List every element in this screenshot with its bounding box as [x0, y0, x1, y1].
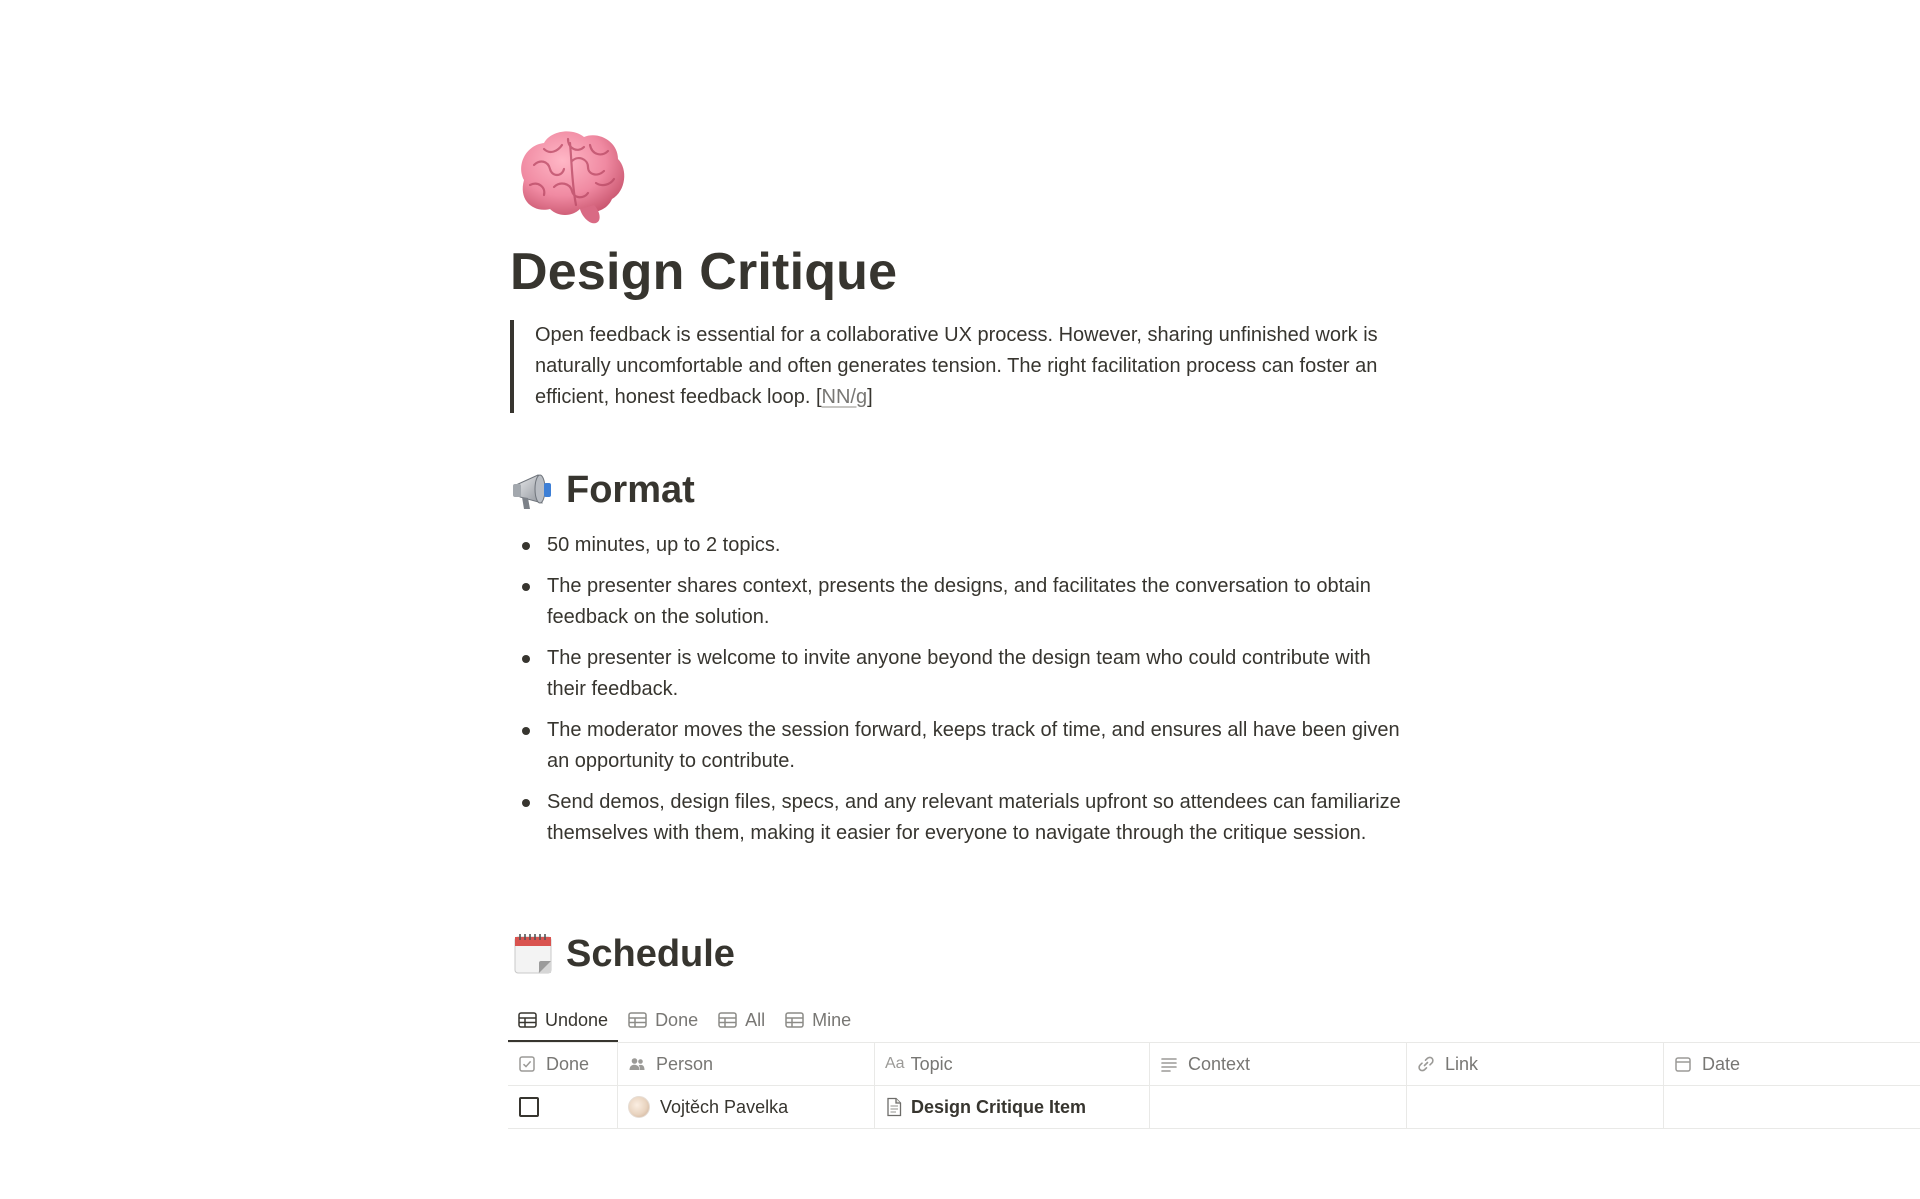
- done-checkbox[interactable]: [519, 1097, 539, 1117]
- list-item: [510, 643, 1410, 705]
- quote-suffix: ]: [867, 386, 873, 408]
- link-property-icon: [1417, 1055, 1435, 1073]
- column-label: Person: [656, 1053, 714, 1074]
- column-header-context[interactable]: [1150, 1043, 1407, 1085]
- date-property-icon: [1674, 1055, 1692, 1073]
- page-title[interactable]: Design Critique: [510, 243, 898, 301]
- person-name: Vojtěch Pavelka: [660, 1096, 789, 1117]
- bullet-dot: [522, 655, 530, 663]
- column-label: Context: [1188, 1053, 1251, 1074]
- column-header-done[interactable]: [508, 1043, 618, 1085]
- list-item: [510, 787, 1410, 849]
- column-header-date[interactable]: [1664, 1043, 1920, 1085]
- avatar: [628, 1096, 650, 1118]
- table-header-row: [508, 1043, 1920, 1086]
- tab-label: Mine: [812, 1009, 852, 1030]
- table-icon: [518, 1012, 537, 1028]
- format-bullet-list: [510, 530, 1410, 859]
- column-label: Topic: [910, 1053, 953, 1074]
- topic-title[interactable]: Design Critique Item: [911, 1096, 1087, 1117]
- schedule-heading[interactable]: [510, 930, 735, 978]
- tab-undone[interactable]: [508, 998, 618, 1042]
- list-item: [510, 530, 1410, 561]
- database-view-tabs: [508, 998, 1920, 1042]
- format-heading-text: Format: [566, 469, 695, 511]
- list-item-text: 50 minutes, up to 2 topics.: [547, 534, 781, 556]
- column-label: Link: [1445, 1053, 1479, 1074]
- table-icon: [628, 1012, 647, 1028]
- text-property-icon: [1160, 1055, 1178, 1073]
- tab-done[interactable]: [618, 998, 708, 1042]
- date-cell[interactable]: [1664, 1086, 1920, 1128]
- bullet-dot: [522, 583, 530, 591]
- intro-quote: [510, 320, 1410, 413]
- column-header-person[interactable]: [618, 1043, 875, 1085]
- list-item: [510, 571, 1410, 633]
- link-cell[interactable]: [1407, 1086, 1664, 1128]
- tab-label: Done: [655, 1009, 699, 1030]
- context-cell[interactable]: [1150, 1086, 1407, 1128]
- title-property-icon: Aa: [885, 1055, 905, 1072]
- checkbox-property-icon: [518, 1055, 536, 1073]
- list-item-text: The moderator moves the session forward, keeps track of time, and ensures all have been given an opportunity to contribute.: [547, 719, 1400, 772]
- quote-text: Open feedback is essential for a collaborative UX process. However, sharing unfinished work is naturally uncomfortable and often generates tension. The right facilitation process can foster an efficient, honest feedback loop. [: [535, 324, 1378, 408]
- bullet-dot: [522, 799, 530, 807]
- person-cell[interactable]: [618, 1086, 875, 1128]
- column-header-topic[interactable]: [875, 1043, 1150, 1085]
- brain-icon[interactable]: [510, 125, 630, 230]
- bullet-dot: [522, 542, 530, 550]
- tab-mine[interactable]: [775, 998, 861, 1042]
- done-cell: [508, 1086, 618, 1128]
- tab-label: All: [745, 1009, 766, 1030]
- tab-all[interactable]: [708, 998, 775, 1042]
- megaphone-icon: [510, 467, 556, 513]
- schedule-table: [508, 1043, 1920, 1129]
- format-heading[interactable]: [510, 466, 695, 514]
- calendar-icon: [510, 931, 556, 977]
- column-label: Date: [1702, 1053, 1741, 1074]
- list-item-text: The presenter shares context, presents the designs, and facilitates the conversation to obtain feedback on the solution.: [547, 575, 1371, 628]
- table-icon: [718, 1012, 737, 1028]
- page-document-icon: [885, 1097, 903, 1117]
- list-item: [510, 715, 1410, 777]
- people-property-icon: [628, 1055, 646, 1073]
- table-row[interactable]: [508, 1086, 1920, 1129]
- tab-label: Undone: [545, 1009, 609, 1030]
- bullet-dot: [522, 727, 530, 735]
- column-header-link[interactable]: [1407, 1043, 1664, 1085]
- topic-cell[interactable]: [875, 1086, 1150, 1128]
- list-item-text: Send demos, design files, specs, and any relevant materials upfront so attendees can familiarize themselves with them, making it easier for everyone to navigate through the critique session.: [547, 791, 1401, 844]
- list-item-text: The presenter is welcome to invite anyone beyond the design team who could contribute with their feedback.: [547, 647, 1371, 700]
- column-label: Done: [546, 1053, 590, 1074]
- schedule-heading-text: Schedule: [566, 933, 735, 975]
- nng-link[interactable]: NN/g: [821, 386, 868, 408]
- table-icon: [785, 1012, 804, 1028]
